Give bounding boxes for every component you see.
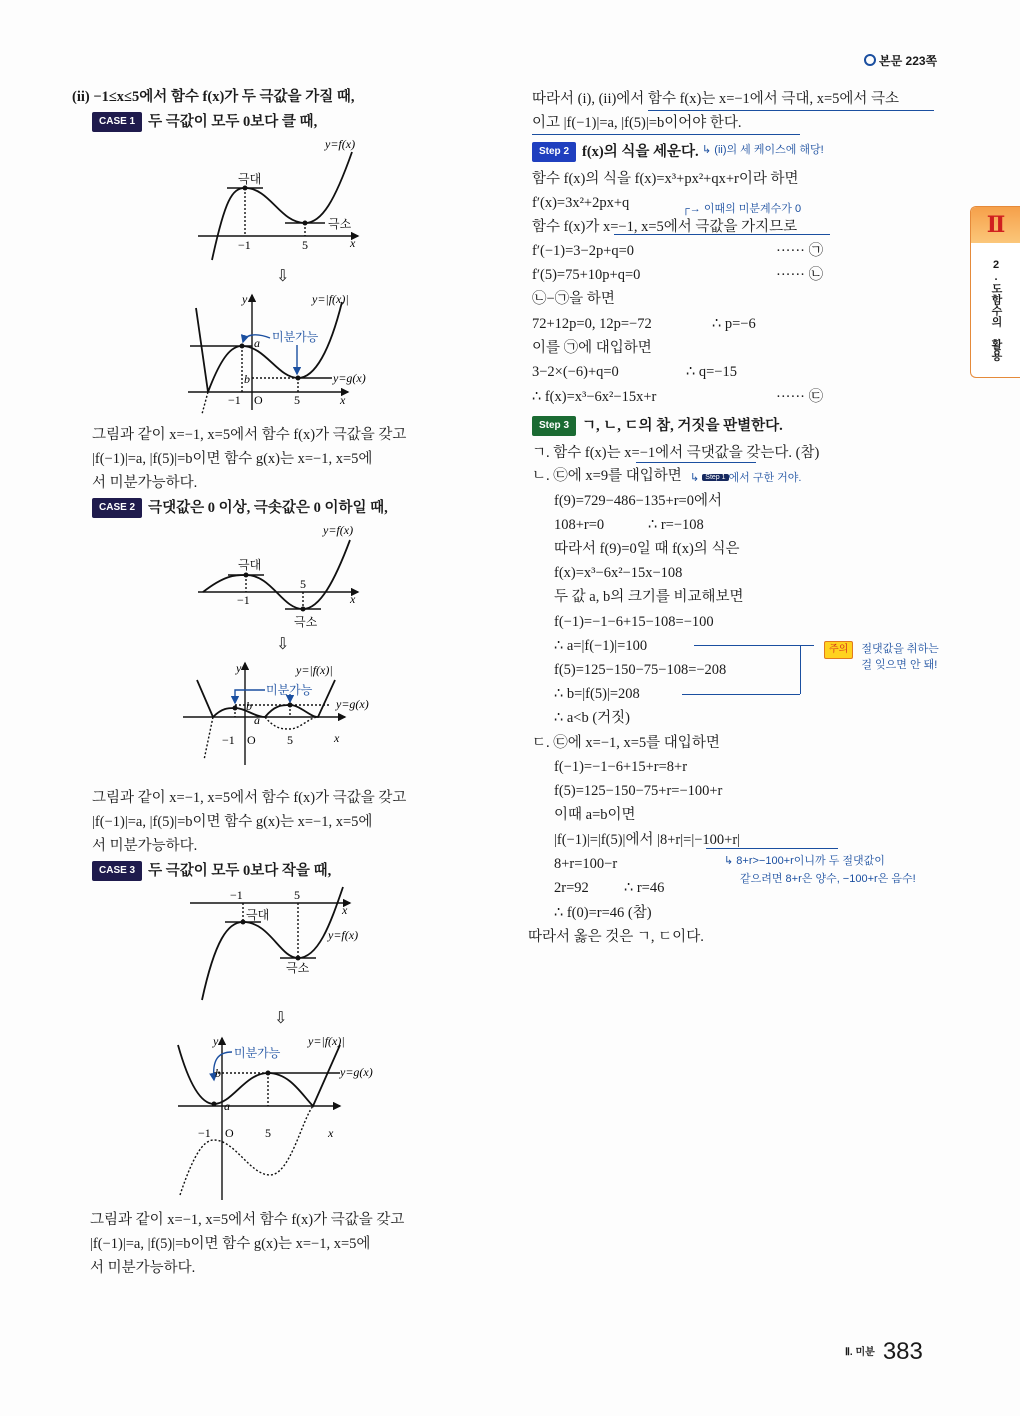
left-cases-2-graph_g-a: a [224,1099,230,1113]
right-d8: ∴ f(0)=r=46 (참) [554,905,652,921]
right-n2: f(9)=729−486−135+r=0에서 [554,493,722,509]
right-note_cases: (ii)의 세 케이스에 해당! [714,144,824,156]
left-cases-1-graph_g-b: b [246,699,252,713]
note-abs-1: ↳ 8+r>−100+r이니까 두 절댓값이 [724,855,885,867]
left-cases-0-graph_g-curve: y=|f(x)| [312,292,349,306]
left-cases-1-graph_g-curve: y=|f(x)| [296,663,333,677]
right-l11: 3−2×(−6)+q=0 [532,364,619,380]
underline [532,134,800,135]
underline [648,110,934,111]
right-l1: 따라서 (i), (ii)에서 함수 f(x)는 x=−1에서 극대, x=5에서 극소 [532,91,900,107]
left-cases-0-graph_g-tick1: −1 [228,393,241,407]
left-cases-2-graph_f-tick1: −1 [230,888,243,902]
right-caution_1: 절댓값을 취하는 [861,643,939,655]
left-cases-0-graph_g-y: y [242,292,248,306]
note-step1: ↳ Step 1 에서 구한 거야. [690,472,802,484]
left-cases-0-graph_f-tick1: −1 [238,238,251,252]
left-cases-1-graph_f-curve: y=f(x) [323,523,354,537]
case-3-text: 그림과 같이 x=−1, x=5에서 함수 f(x)가 극값을 갖고 [90,1212,405,1228]
right-note_abs_1: 8+r>−100+r이니까 두 절댓값이 [736,855,885,867]
differentiable-note: 미분가능 [272,330,319,344]
caution-badge: 주의 [824,641,853,659]
right-n7: f(−1)=−1−6+15−108=−100 [554,614,714,630]
note-derivative: ┌→ 이때의 미분계수가 0 [682,203,802,215]
left-cases-2-title: 두 극값이 모두 0보다 작을 때, [148,863,332,879]
left-cases-2-graph_g-curve: y=|f(x)| [308,1034,345,1048]
case-3-title [92,861,331,881]
underline [614,234,830,235]
min-label: 극소 [328,217,352,231]
right-l9: 72+12p=0, 12p=−72 [532,316,652,332]
right-l9r: ∴ p=−6 [712,316,756,332]
down-arrow-icon: ⇩ [274,1008,288,1027]
left-cases-1-graph_g-tick1: −1 [222,733,235,747]
right-l12: ∴ f(x)=x³−6x²−15x+r [532,389,657,405]
left-cases-2-graph_f-tick2: 5 [294,888,300,902]
left-cases-1-graph_f-tick2: 5 [300,577,306,591]
chapter-title: 2.도함수의 활용 [990,259,1002,361]
right-n4: 따라서 f(9)=0일 때 f(x)의 식은 [554,541,740,557]
right-n10: ∴ b=|f(5)|=208 [554,686,640,702]
right-l6m: ······ ㉠ [776,243,824,259]
right-d4: 이때 a=b이면 [554,807,636,823]
left-cases-1-graph_g-origin: O [247,733,256,747]
left-cases-1-graph_f-tick1: −1 [237,593,250,607]
left-cases-2-graph_g-b: b [215,1066,221,1080]
connector-line [694,645,800,646]
left-cases-1-title: 극댓값은 0 이상, 극솟값은 0 이하일 때, [148,500,388,516]
right-l10: 이를 ㉠에 대입하면 [532,340,652,356]
right-d1: ㄷ. ㉢에 x=−1, x=5를 대입하면 [532,735,720,751]
right-d7r: ∴ r=46 [624,880,665,896]
max-label: 극대 [238,172,262,186]
right-l8: ㉡−㉠을 하면 [532,291,615,307]
left-cases-0-text-2: 서 미분가능하다. [92,475,198,491]
right-n11: ∴ a<b (거짓) [554,710,631,726]
right-step2_badge: Step 2 [532,142,576,162]
left-cases-2-graph_g-tick1: −1 [198,1126,211,1140]
right-step2_title: f(x)의 식을 세운다. [582,144,699,160]
left-cases-2-graph_f-curve: y=f(x) [328,928,359,942]
case-badge: CASE 2 [92,498,142,518]
right-note_step1: 에서 구한 거야. [728,472,802,484]
left-cases-0-graph_g-g: y=g(x) [333,371,366,385]
left-cases-1-graph_g-g: y=g(x) [336,697,369,711]
left-cases-1-graph_f-min: 극소 [294,615,318,629]
right-l6: f′(−1)=3−2p+q=0 [532,243,635,259]
right-l7m: ······ ㉡ [776,267,824,283]
left-cases-0-graph_g-origin: O [254,393,263,407]
case-heading: (ii) −1≤x≤5에서 함수 f(x)가 두 극값을 가질 때, [72,89,355,105]
underline [636,462,756,463]
right-n8: ∴ a=|f(−1)|=100 [554,638,648,654]
right-l4: f′(x)=3x²+2px+q [532,195,630,211]
right-caution_2: 걸 잊으면 안 돼! [861,659,938,671]
right-l11r: ∴ q=−15 [686,364,737,380]
left-cases-1-graph_f-x: x [350,592,356,606]
right-step3_title: ㄱ, ㄴ, ㄷ의 참, 거짓을 판별한다. [582,418,783,434]
left-cases-1-graph_g-y: y [236,661,242,675]
left-cases-2-graph_f-min: 극소 [286,961,310,975]
right-n5: f(x)=x³−6x²−15x−108 [554,565,683,581]
down-arrow-icon: ⇩ [276,634,290,653]
right-note_step1_badge: Step 1 [702,474,728,481]
right-step3_badge: Step 3 [532,416,576,436]
right-n3r: ∴ r=−108 [648,517,704,533]
left-cases-0-graph_f-tick2: 5 [302,238,308,252]
down-arrow-icon: ⇩ [276,266,290,285]
note-abs-2: 같으려면 8+r은 양수, −100+r은 음수! [740,873,916,885]
right-l2: 이고 |f(−1)|=a, |f(5)|=b이어야 한다. [532,115,742,131]
right-l7: f′(5)=75+10p+q=0 [532,267,641,283]
left-cases-2-graph_g-y: y [213,1034,219,1048]
footer-section: Ⅱ. 미분 [845,1347,875,1358]
left-cases-2-graph_g-g: y=g(x) [340,1065,373,1079]
left-cases-0-text-1: |f(−1)|=a, |f(5)|=b이면 함수 g(x)는 x=−1, x=5에 [92,451,373,467]
right-l12m: ······ ㉢ [776,389,824,405]
right-g1: ㄱ. 함수 f(x)는 x=−1에서 극댓값을 갖는다. (참) [532,445,820,461]
case-1-text: 그림과 같이 x=−1, x=5에서 함수 f(x)가 극값을 갖고 [92,427,407,443]
left-cases-0-title: 두 극값이 모두 0보다 클 때, [148,114,318,130]
right-n3: 108+r=0 [554,517,605,533]
step-2-title [532,142,699,162]
chapter-number: Ⅱ [971,207,1020,243]
curve-label: y=f(x) [325,137,356,151]
right-d6: 8+r=100−r [554,856,618,872]
underline [706,848,838,849]
left-cases-1-graph_g-x: x [334,731,340,745]
note-cases: ↳ (ii)의 세 케이스에 해당! [702,144,824,156]
right-note_deriv: 이때의 미분계수가 0 [703,203,802,215]
right-d3: f(5)=125−150−75+r=−100+r [554,783,723,799]
left-cases-1-graph_g-tick2: 5 [287,733,293,747]
left-cases-2-graph_g-origin: O [225,1126,234,1140]
left-cases-1-text-2: 서 미분가능하다. [92,838,198,854]
header-ref: 본문 223쪽 [879,54,938,68]
case-2-title [92,498,388,518]
left-cases-0-graph_g-tick2: 5 [294,393,300,407]
left-cases-2-graph_g-note: 미분가능 [234,1046,281,1060]
connector-line [800,645,801,694]
case-badge: CASE 1 [92,112,142,132]
left-cases-2-graph_f-max: 극대 [246,908,270,922]
left-cases-2-text-2: 서 미분가능하다. [90,1260,196,1276]
conclusion: 따라서 옳은 것은 ㄱ, ㄷ이다. [528,929,704,945]
left-cases-2-graph_f-x: x [342,903,348,917]
left-cases-0-graph_g-b: b [244,372,250,386]
case-2-text: 그림과 같이 x=−1, x=5에서 함수 f(x)가 극값을 갖고 [92,790,407,806]
left-cases-1-graph_f-max: 극대 [238,558,262,572]
left-cases-2-graph_g-x: x [328,1126,334,1140]
step-3-title [532,416,783,436]
right-d7: 2r=92 [554,880,589,896]
right-l5: 함수 f(x)가 x=−1, x=5에서 극값을 가지므로 [532,219,798,235]
caution-note [824,641,939,673]
case-badge: CASE 3 [92,861,142,881]
right-d2: f(−1)=−1−6+15+r=8+r [554,759,688,775]
right-n1: ㄴ. ㉢에 x=9를 대입하면 [532,468,682,484]
right-n9: f(5)=125−150−75−108=−208 [554,662,727,678]
page-number: 383 [882,1338,923,1365]
left-cases-2-text-1: |f(−1)|=a, |f(5)|=b이면 함수 g(x)는 x=−1, x=5에 [90,1236,371,1252]
left-cases-0-graph_g-a: a [254,336,260,350]
page-footer [845,1338,923,1366]
left-cases-1-graph_g-note: 미분가능 [266,683,313,697]
connector-line [800,645,814,646]
left-cases-2-graph_g-tick2: 5 [265,1126,271,1140]
f-curve [212,152,352,260]
connector-line [682,694,800,695]
left-cases-0-graph_f-x: x [350,236,356,250]
left-cases-0-graph_g-x: x [340,393,346,407]
left-cases-1-text-1: |f(−1)|=a, |f(5)|=b이면 함수 g(x)는 x=−1, x=5에 [92,814,373,830]
right-d5: |f(−1)|=|f(5)|에서 |8+r|=|−100+r| [554,832,741,848]
left-cases-1-graph_g-a: a [254,713,260,727]
right-n6: 두 값 a, b의 크기를 비교해보면 [554,589,744,605]
right-l3: 함수 f(x)의 식을 f(x)=x³+px²+qx+r이라 하면 [532,171,799,187]
